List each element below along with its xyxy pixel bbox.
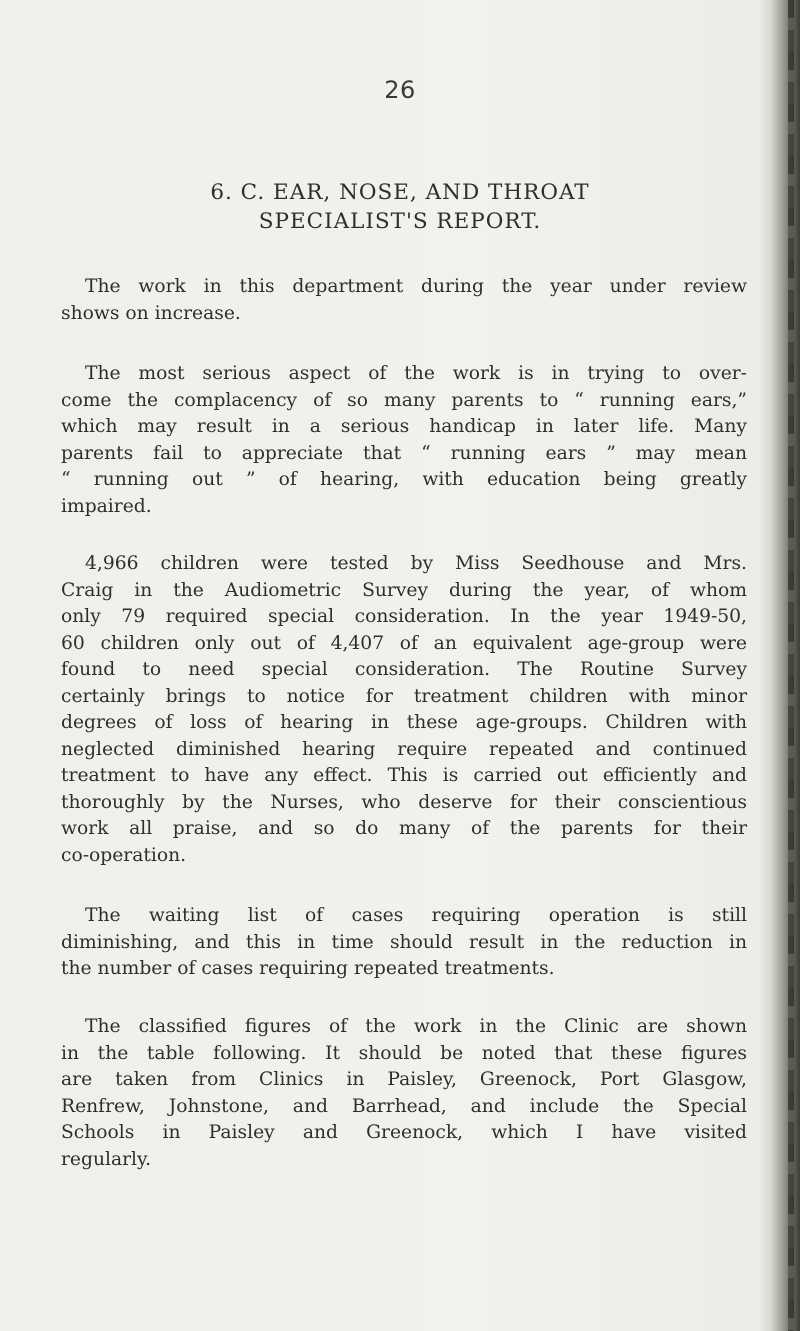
paragraph-line: found to need special consideration. The Routine Survey: [61, 659, 747, 680]
paragraph-2: [61, 361, 747, 520]
paragraph-line: impaired.: [61, 495, 152, 517]
paragraph-line: co-operation.: [61, 844, 187, 866]
paragraph-line: the number of cases requiring repeated treatments.: [61, 958, 555, 979]
paragraph-3: [61, 551, 747, 869]
paragraph-line: The waiting list of cases requiring operation is still: [85, 905, 747, 926]
paragraph-line: 4,966 children were tested by Miss Seedhouse and Mrs.: [85, 553, 747, 574]
paragraph-line: degrees of loss of hearing in these age-groups. Children with: [61, 712, 747, 733]
paragraph-line: thoroughly by the Nurses, who deserve for their conscientious: [61, 791, 747, 813]
paragraph-line: in the table following. It should be noted that these figures: [61, 1042, 747, 1064]
paragraph-line: The work in this department during the year under review: [85, 276, 747, 297]
paragraph-line: parents fail to appreciate that “ running ears ” may mean: [61, 442, 747, 464]
section-title-line-2: SPECIALIST'S REPORT.: [258, 209, 542, 234]
page-number: 26: [384, 76, 416, 104]
paragraph-line: which may result in a serious handicap in later life. Many: [61, 416, 747, 437]
paragraph-line: The most serious aspect of the work is in trying to over-: [85, 363, 747, 384]
paragraph-line: certainly brings to notice for treatment children with minor: [61, 685, 747, 707]
paragraph-line: diminishing, and this in time should result in the reduction in: [61, 931, 747, 953]
paragraph-line: Renfrew, Johnstone, and Barrhead, and include the Special: [61, 1095, 747, 1117]
paragraph-1: [61, 274, 747, 327]
paragraph-line: Craig in the Audiometric Survey during the year, of whom: [61, 579, 747, 601]
paragraph-line: neglected diminished hearing require repeated and continued: [61, 738, 747, 760]
paragraph-line: treatment to have any effect. This is carried out efficiently and: [61, 765, 747, 786]
paragraph-line: regularly.: [61, 1148, 152, 1170]
paragraph-line: come the complacency of so many parents to “ running ears,”: [61, 389, 747, 411]
paragraph-line: shows on increase.: [61, 302, 241, 324]
paragraph-line: are taken from Clinics in Paisley, Greenock, Port Glasgow,: [61, 1069, 747, 1090]
paragraph-line: The classified figures of the work in the Clinic are shown: [85, 1016, 747, 1037]
paragraph-line: only 79 required special consideration. In the year 1949-50,: [61, 606, 747, 627]
section-title-line-1: 6. C. EAR, NOSE, AND THROAT: [210, 180, 590, 205]
paragraph-4: [61, 903, 747, 983]
paragraph-line: 60 children only out of 4,407 of an equivalent age-group were: [61, 632, 747, 654]
paragraph-line: “ running out ” of hearing, with education being greatly: [61, 469, 747, 490]
paragraph-line: work all praise, and so do many of the parents for their: [61, 818, 747, 839]
paragraph-5: [61, 1014, 747, 1173]
paragraph-line: Schools in Paisley and Greenock, which I have visited: [61, 1122, 747, 1143]
